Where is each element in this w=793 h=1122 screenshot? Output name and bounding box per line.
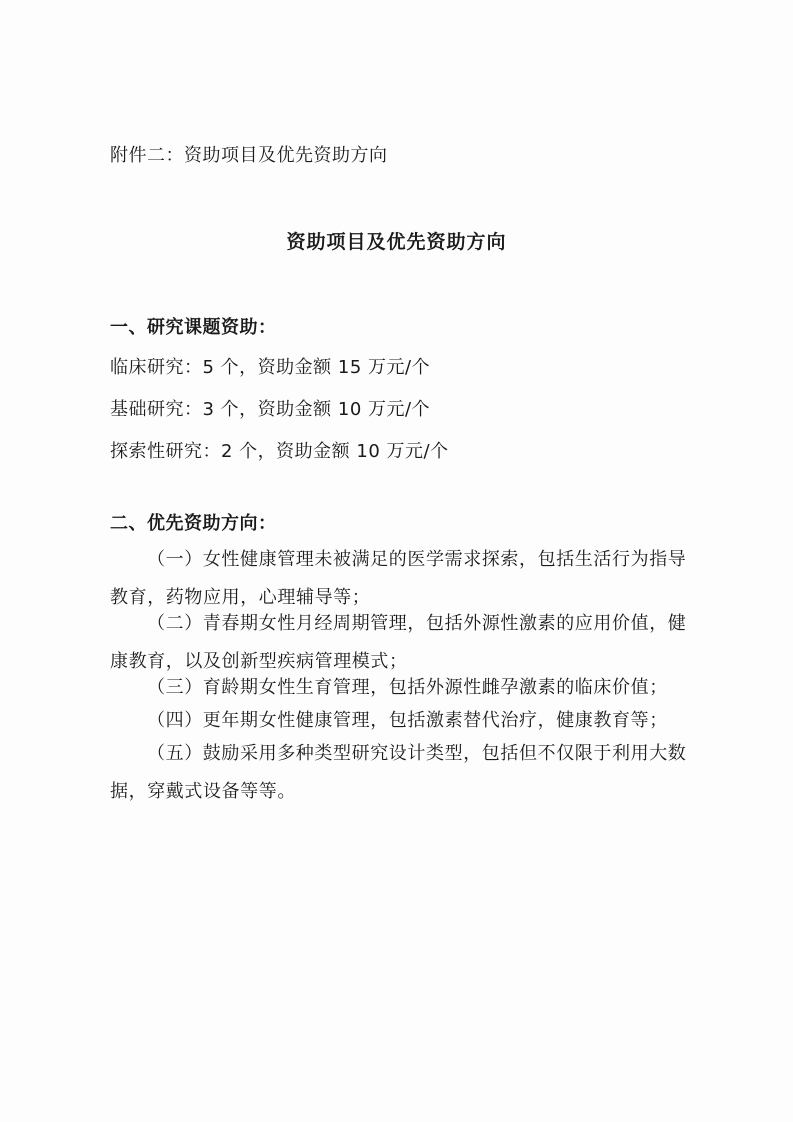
section2-heading: 二、优先资助方向： [110, 513, 277, 534]
priority-item-4: （四）更年期女性健康管理，包括激素替代治疗，健康教育等； [147, 710, 668, 731]
funding-item-basic: 基础研究：3 个，资助金额 10 万元/个 [110, 399, 431, 420]
attachment-label: 附件二：资助项目及优先资助方向 [110, 145, 388, 166]
section1-heading: 一、研究课题资助： [110, 317, 277, 338]
priority-item-5: （五）鼓励采用多种类型研究设计类型，包括但不仅限于利用大数据，穿戴式设备等等。 [110, 743, 687, 802]
priority-item-2: （二）青春期女性月经周期管理，包括外源性激素的应用价值，健康教育，以及创新型疾病管理模式； [110, 613, 687, 672]
funding-item-exploratory: 探索性研究：2 个，资助金额 10 万元/个 [110, 441, 449, 462]
funding-item-clinical: 临床研究：5 个，资助金额 15 万元/个 [110, 357, 431, 378]
priority-item-3: （三）育龄期女性生育管理，包括外源性雌孕激素的临床价值； [147, 677, 668, 698]
priority-item-1: （一）女性健康管理未被满足的医学需求探索，包括生活行为指导教育，药物应用，心理辅导等； [110, 549, 687, 608]
document-title: 资助项目及优先资助方向 [286, 231, 507, 253]
